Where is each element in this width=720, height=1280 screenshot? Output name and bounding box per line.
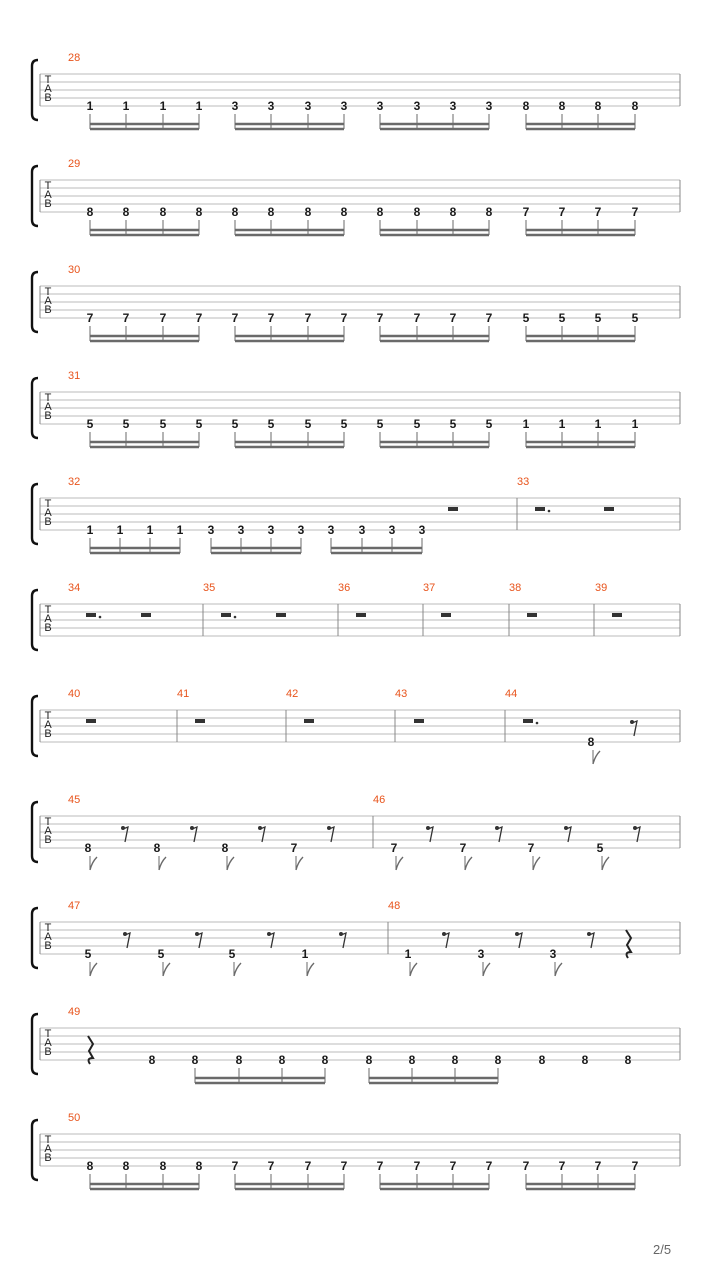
fret-number: 3 xyxy=(267,523,275,537)
fret-number: 7 xyxy=(631,1159,639,1173)
fret-number: 8 xyxy=(587,735,595,749)
fret-number: 7 xyxy=(376,1159,384,1173)
fret-number: 8 xyxy=(231,205,239,219)
fret-number: 7 xyxy=(86,311,94,325)
system-bracket xyxy=(32,696,38,756)
measure-number: 30 xyxy=(68,264,81,276)
system-bracket xyxy=(32,378,38,438)
measure-number: 45 xyxy=(68,794,81,806)
half-rest xyxy=(86,613,96,617)
tab-clef-letter: A xyxy=(44,507,52,519)
fret-number: 7 xyxy=(522,205,530,219)
measure-number: 50 xyxy=(68,1112,81,1124)
fret-number: 5 xyxy=(84,947,92,961)
fret-number: 1 xyxy=(86,99,94,113)
tab-clef-letter: A xyxy=(44,83,52,95)
tab-clef-letter: T xyxy=(44,604,52,616)
half-rest xyxy=(195,719,205,723)
fret-number: 7 xyxy=(195,311,203,325)
tab-clef-letter: A xyxy=(44,1143,52,1155)
measure-number: 41 xyxy=(177,688,190,700)
note-flag xyxy=(307,963,314,976)
fret-number: 7 xyxy=(267,311,275,325)
system-bracket xyxy=(32,60,38,120)
note-flag xyxy=(163,963,170,976)
fret-number: 5 xyxy=(157,947,165,961)
tab-clef-letter: A xyxy=(44,295,52,307)
tab-clef-letter: B xyxy=(44,1046,52,1058)
page-number: 2/5 xyxy=(653,1242,672,1257)
measure-number: 35 xyxy=(203,582,216,594)
fret-number: 8 xyxy=(86,1159,94,1173)
fret-number: 8 xyxy=(86,205,94,219)
tab-clef-letter: A xyxy=(44,1037,52,1049)
fret-number: 3 xyxy=(231,99,239,113)
system-8 xyxy=(32,794,680,870)
fret-number: 7 xyxy=(340,311,348,325)
measure-number: 36 xyxy=(338,582,351,594)
note-flag xyxy=(465,857,472,870)
system-bracket xyxy=(32,908,38,968)
system-bracket xyxy=(32,484,38,544)
note-flag xyxy=(593,751,600,764)
measure-number: 37 xyxy=(423,582,436,594)
fret-number: 3 xyxy=(477,947,485,961)
tab-clef-letter: B xyxy=(44,516,52,528)
measure-number: 46 xyxy=(373,794,386,806)
fret-number: 7 xyxy=(485,311,493,325)
fret-number: 1 xyxy=(558,417,566,431)
half-rest xyxy=(276,613,286,617)
measure-number: 29 xyxy=(68,158,81,170)
tab-clef-letter: T xyxy=(44,286,52,298)
note-flag xyxy=(533,857,540,870)
rest-dot xyxy=(548,510,551,513)
fret-number: 8 xyxy=(340,205,348,219)
measure-number: 48 xyxy=(388,900,401,912)
tab-clef-letter: T xyxy=(44,498,52,510)
fret-number: 8 xyxy=(624,1053,632,1067)
fret-number: 1 xyxy=(122,99,130,113)
tab-clef-letter: B xyxy=(44,622,52,634)
fret-number: 8 xyxy=(413,205,421,219)
fret-number: 7 xyxy=(413,1159,421,1173)
tab-clef-letter: B xyxy=(44,940,52,952)
fret-number: 5 xyxy=(159,417,167,431)
fret-number: 5 xyxy=(522,311,530,325)
fret-number: 5 xyxy=(449,417,457,431)
fret-number: 7 xyxy=(122,311,130,325)
system-11 xyxy=(32,1112,680,1189)
tab-clef-letter: A xyxy=(44,825,52,837)
tab-clef-letter: B xyxy=(44,410,52,422)
fret-number: 8 xyxy=(522,99,530,113)
fret-number: 8 xyxy=(594,99,602,113)
measure-number: 40 xyxy=(68,688,81,700)
measure-number: 38 xyxy=(509,582,522,594)
fret-number: 8 xyxy=(494,1053,502,1067)
fret-number: 7 xyxy=(594,1159,602,1173)
fret-number: 7 xyxy=(290,841,298,855)
fret-number: 8 xyxy=(451,1053,459,1067)
fret-number: 3 xyxy=(267,99,275,113)
fret-number: 8 xyxy=(148,1053,156,1067)
fret-number: 5 xyxy=(267,417,275,431)
measure-number: 44 xyxy=(505,688,518,700)
fret-number: 5 xyxy=(376,417,384,431)
fret-number: 3 xyxy=(340,99,348,113)
note-flag xyxy=(396,857,403,870)
fret-number: 3 xyxy=(418,523,426,537)
fret-number: 1 xyxy=(195,99,203,113)
fret-number: 1 xyxy=(176,523,184,537)
tab-clef-letter: B xyxy=(44,198,52,210)
fret-number: 7 xyxy=(449,311,457,325)
fret-number: 7 xyxy=(631,205,639,219)
fret-number: 5 xyxy=(631,311,639,325)
fret-number: 8 xyxy=(278,1053,286,1067)
half-rest xyxy=(414,719,424,723)
fret-number: 8 xyxy=(195,205,203,219)
tab-clef-letter: T xyxy=(44,816,52,828)
fret-number: 5 xyxy=(340,417,348,431)
fret-number: 8 xyxy=(304,205,312,219)
fret-number: 5 xyxy=(304,417,312,431)
note-flag xyxy=(410,963,417,976)
system-bracket xyxy=(32,802,38,862)
fret-number: 7 xyxy=(159,311,167,325)
tab-clef-letter: T xyxy=(44,1028,52,1040)
fret-number: 7 xyxy=(231,311,239,325)
fret-number: 3 xyxy=(449,99,457,113)
fret-number: 8 xyxy=(581,1053,589,1067)
system-10 xyxy=(32,1006,680,1083)
fret-number: 5 xyxy=(485,417,493,431)
note-flag xyxy=(90,857,97,870)
fret-number: 8 xyxy=(538,1053,546,1067)
fret-number: 7 xyxy=(304,1159,312,1173)
fret-number: 8 xyxy=(191,1053,199,1067)
fret-number: 5 xyxy=(413,417,421,431)
note-flag xyxy=(555,963,562,976)
fret-number: 7 xyxy=(304,311,312,325)
fret-number: 3 xyxy=(413,99,421,113)
tab-clef-letter: B xyxy=(44,1152,52,1164)
system-bracket xyxy=(32,166,38,226)
measure-number: 33 xyxy=(517,476,530,488)
half-rest xyxy=(523,719,533,723)
note-flag xyxy=(227,857,234,870)
fret-number: 3 xyxy=(376,99,384,113)
tab-clef-letter: A xyxy=(44,931,52,943)
note-flag xyxy=(296,857,303,870)
measure-number: 31 xyxy=(68,370,81,382)
tab-clef-letter: A xyxy=(44,613,52,625)
measure-number: 28 xyxy=(68,52,81,64)
fret-number: 8 xyxy=(195,1159,203,1173)
fret-number: 8 xyxy=(376,205,384,219)
half-rest xyxy=(304,719,314,723)
fret-number: 1 xyxy=(522,417,530,431)
fret-number: 1 xyxy=(301,947,309,961)
fret-number: 3 xyxy=(237,523,245,537)
fret-number: 8 xyxy=(122,1159,130,1173)
fret-number: 5 xyxy=(86,417,94,431)
system-2 xyxy=(32,158,680,235)
system-bracket xyxy=(32,590,38,650)
fret-number: 3 xyxy=(388,523,396,537)
fret-number: 7 xyxy=(527,841,535,855)
fret-number: 1 xyxy=(86,523,94,537)
fret-number: 3 xyxy=(207,523,215,537)
fret-number: 3 xyxy=(327,523,335,537)
fret-number: 7 xyxy=(231,1159,239,1173)
tab-clef-letter: T xyxy=(44,392,52,404)
fret-number: 8 xyxy=(365,1053,373,1067)
note-flag xyxy=(483,963,490,976)
rest-dot xyxy=(536,722,539,725)
tab-clef-letter: T xyxy=(44,1134,52,1146)
system-9 xyxy=(32,900,680,976)
fret-number: 8 xyxy=(235,1053,243,1067)
fret-number: 8 xyxy=(153,841,161,855)
fret-number: 3 xyxy=(485,99,493,113)
fret-number: 7 xyxy=(558,1159,566,1173)
fret-number: 7 xyxy=(594,205,602,219)
tab-clef-letter: T xyxy=(44,710,52,722)
fret-number: 5 xyxy=(594,311,602,325)
system-5 xyxy=(32,476,680,553)
fret-number: 3 xyxy=(358,523,366,537)
fret-number: 8 xyxy=(485,205,493,219)
tab-clef-letter: T xyxy=(44,180,52,192)
measure-number: 34 xyxy=(68,582,81,594)
fret-number: 1 xyxy=(404,947,412,961)
measure-number: 32 xyxy=(68,476,81,488)
tab-clef-letter: T xyxy=(44,74,52,86)
half-rest xyxy=(441,613,451,617)
system-bracket xyxy=(32,1120,38,1180)
measure-number: 43 xyxy=(395,688,408,700)
half-rest xyxy=(604,507,614,511)
fret-number: 5 xyxy=(228,947,236,961)
fret-number: 7 xyxy=(390,841,398,855)
fret-number: 7 xyxy=(376,311,384,325)
rest-dot xyxy=(234,616,237,619)
fret-number: 8 xyxy=(449,205,457,219)
fret-number: 1 xyxy=(631,417,639,431)
half-rest xyxy=(527,613,537,617)
tab-clef-letter: B xyxy=(44,304,52,316)
fret-number: 5 xyxy=(596,841,604,855)
half-rest xyxy=(448,507,458,511)
system-6 xyxy=(32,582,680,650)
fret-number: 1 xyxy=(146,523,154,537)
half-rest xyxy=(221,613,231,617)
measure-number: 47 xyxy=(68,900,81,912)
fret-number: 8 xyxy=(267,205,275,219)
fret-number: 1 xyxy=(594,417,602,431)
fret-number: 8 xyxy=(321,1053,329,1067)
tab-clef-letter: B xyxy=(44,92,52,104)
tab-clef-letter: B xyxy=(44,728,52,740)
fret-number: 1 xyxy=(159,99,167,113)
fret-number: 8 xyxy=(408,1053,416,1067)
half-rest xyxy=(141,613,151,617)
fret-number: 3 xyxy=(304,99,312,113)
note-flag xyxy=(234,963,241,976)
half-rest xyxy=(612,613,622,617)
rest-dot xyxy=(99,616,102,619)
tab-clef-letter: B xyxy=(44,834,52,846)
fret-number: 8 xyxy=(122,205,130,219)
tab-clef-letter: A xyxy=(44,401,52,413)
fret-number: 8 xyxy=(159,1159,167,1173)
half-rest xyxy=(86,719,96,723)
system-4 xyxy=(32,370,680,447)
fret-number: 7 xyxy=(413,311,421,325)
note-flag xyxy=(602,857,609,870)
fret-number: 8 xyxy=(159,205,167,219)
fret-number: 8 xyxy=(558,99,566,113)
fret-number: 7 xyxy=(449,1159,457,1173)
fret-number: 3 xyxy=(549,947,557,961)
measure-number: 42 xyxy=(286,688,299,700)
system-7 xyxy=(32,688,680,764)
fret-number: 7 xyxy=(340,1159,348,1173)
system-bracket xyxy=(32,272,38,332)
half-rest xyxy=(535,507,545,511)
system-3 xyxy=(32,264,680,341)
fret-number: 7 xyxy=(485,1159,493,1173)
fret-number: 7 xyxy=(558,205,566,219)
fret-number: 1 xyxy=(116,523,124,537)
half-rest xyxy=(356,613,366,617)
fret-number: 7 xyxy=(522,1159,530,1173)
tab-clef-letter: A xyxy=(44,719,52,731)
system-1 xyxy=(32,52,680,129)
system-bracket xyxy=(32,1014,38,1074)
fret-number: 7 xyxy=(459,841,467,855)
fret-number: 5 xyxy=(195,417,203,431)
tab-clef-letter: T xyxy=(44,922,52,934)
fret-number: 8 xyxy=(84,841,92,855)
fret-number: 8 xyxy=(221,841,229,855)
fret-number: 5 xyxy=(231,417,239,431)
fret-number: 5 xyxy=(122,417,130,431)
fret-number: 5 xyxy=(558,311,566,325)
fret-number: 3 xyxy=(297,523,305,537)
fret-number: 8 xyxy=(631,99,639,113)
measure-number: 49 xyxy=(68,1006,81,1018)
fret-number: 7 xyxy=(267,1159,275,1173)
note-flag xyxy=(159,857,166,870)
measure-number: 39 xyxy=(595,582,608,594)
note-flag xyxy=(90,963,97,976)
tab-clef-letter: A xyxy=(44,189,52,201)
